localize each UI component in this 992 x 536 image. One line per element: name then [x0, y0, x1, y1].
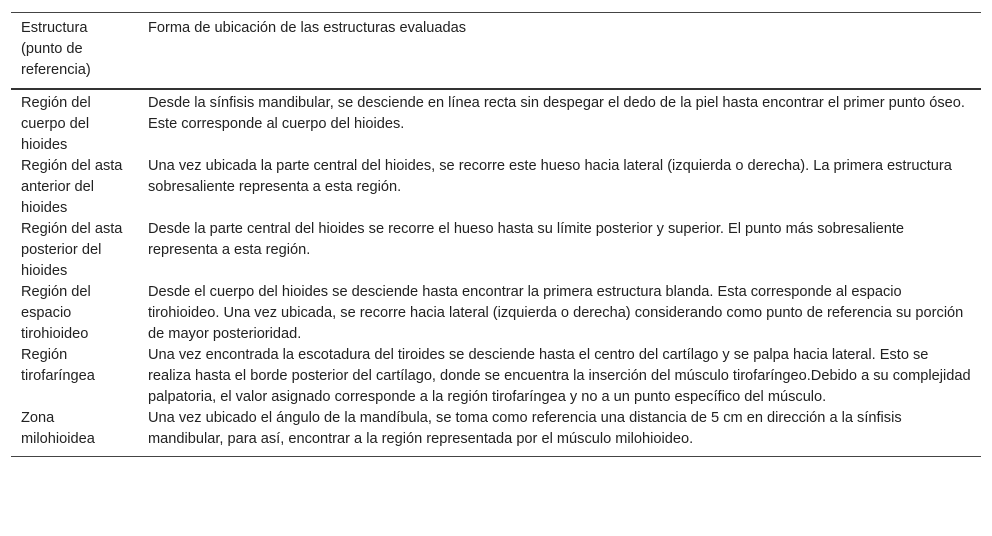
table-row [11, 219, 981, 282]
cell-forma: Una vez ubicado el ángulo de la mandíbula, se toma como referencia una distancia de 5 cm en dirección a la sínfisis mandibular, para así, encontrar a la región representada por el músculo milohioideo. [148, 410, 902, 447]
header-forma: Forma de ubicación de las estructuras evaluadas [148, 20, 466, 36]
cell-estructura: Región del asta posterior del hioides [21, 221, 123, 279]
table-row [11, 345, 981, 408]
structures-table [11, 12, 981, 457]
header-estructura: Estructura (punto de referencia) [21, 20, 91, 78]
cell-forma: Una vez ubicada la parte central del hioides, se recorre este hueso hacia lateral (izquierda o derecha). La primera estructura sobresaliente representa a esta región. [148, 158, 952, 195]
table-row [11, 408, 981, 457]
cell-estructura: Región del asta anterior del hioides [21, 158, 123, 216]
cell-estructura: Zona milohioidea [21, 410, 95, 447]
cell-estructura: Región del cuerpo del hioides [21, 95, 91, 153]
table-row [11, 156, 981, 219]
cell-forma: Una vez encontrada la escotadura del tiroides se desciende hasta el centro del cartílago y se palpa hacia lateral. Esto se realiza hasta el borde posterior del cartílago, donde se encuentra la inserción del músculo tirofaríngeo.Debido a su complejidad palpatoria, el valor asignado corresponde a la región tirofaríngea y no a un punto específico del músculo. [148, 347, 971, 405]
cell-forma: Desde el cuerpo del hioides se desciende hasta encontrar la primera estructura blanda. Esta corresponde al espacio tirohioideo. Una vez ubicada, se recorre hacia lateral (izquierda o derecha) considerando como punto de referencia su porción de mayor posterioridad. [148, 284, 964, 342]
cell-forma: Desde la parte central del hioides se recorre el hueso hasta su límite posterior y superior. El punto más sobresaliente representa a esta región. [148, 221, 905, 258]
cell-forma: Desde la sínfisis mandibular, se desciende en línea recta sin despegar el dedo de la piel hasta encontrar el primer punto óseo. Este corresponde al cuerpo del hioides. [148, 95, 965, 132]
cell-estructura: Región tirofaríngea [21, 347, 95, 384]
table-row [11, 89, 981, 156]
table-row [11, 282, 981, 345]
table-header-row [11, 13, 981, 90]
cell-estructura: Región del espacio tirohioideo [21, 284, 91, 342]
